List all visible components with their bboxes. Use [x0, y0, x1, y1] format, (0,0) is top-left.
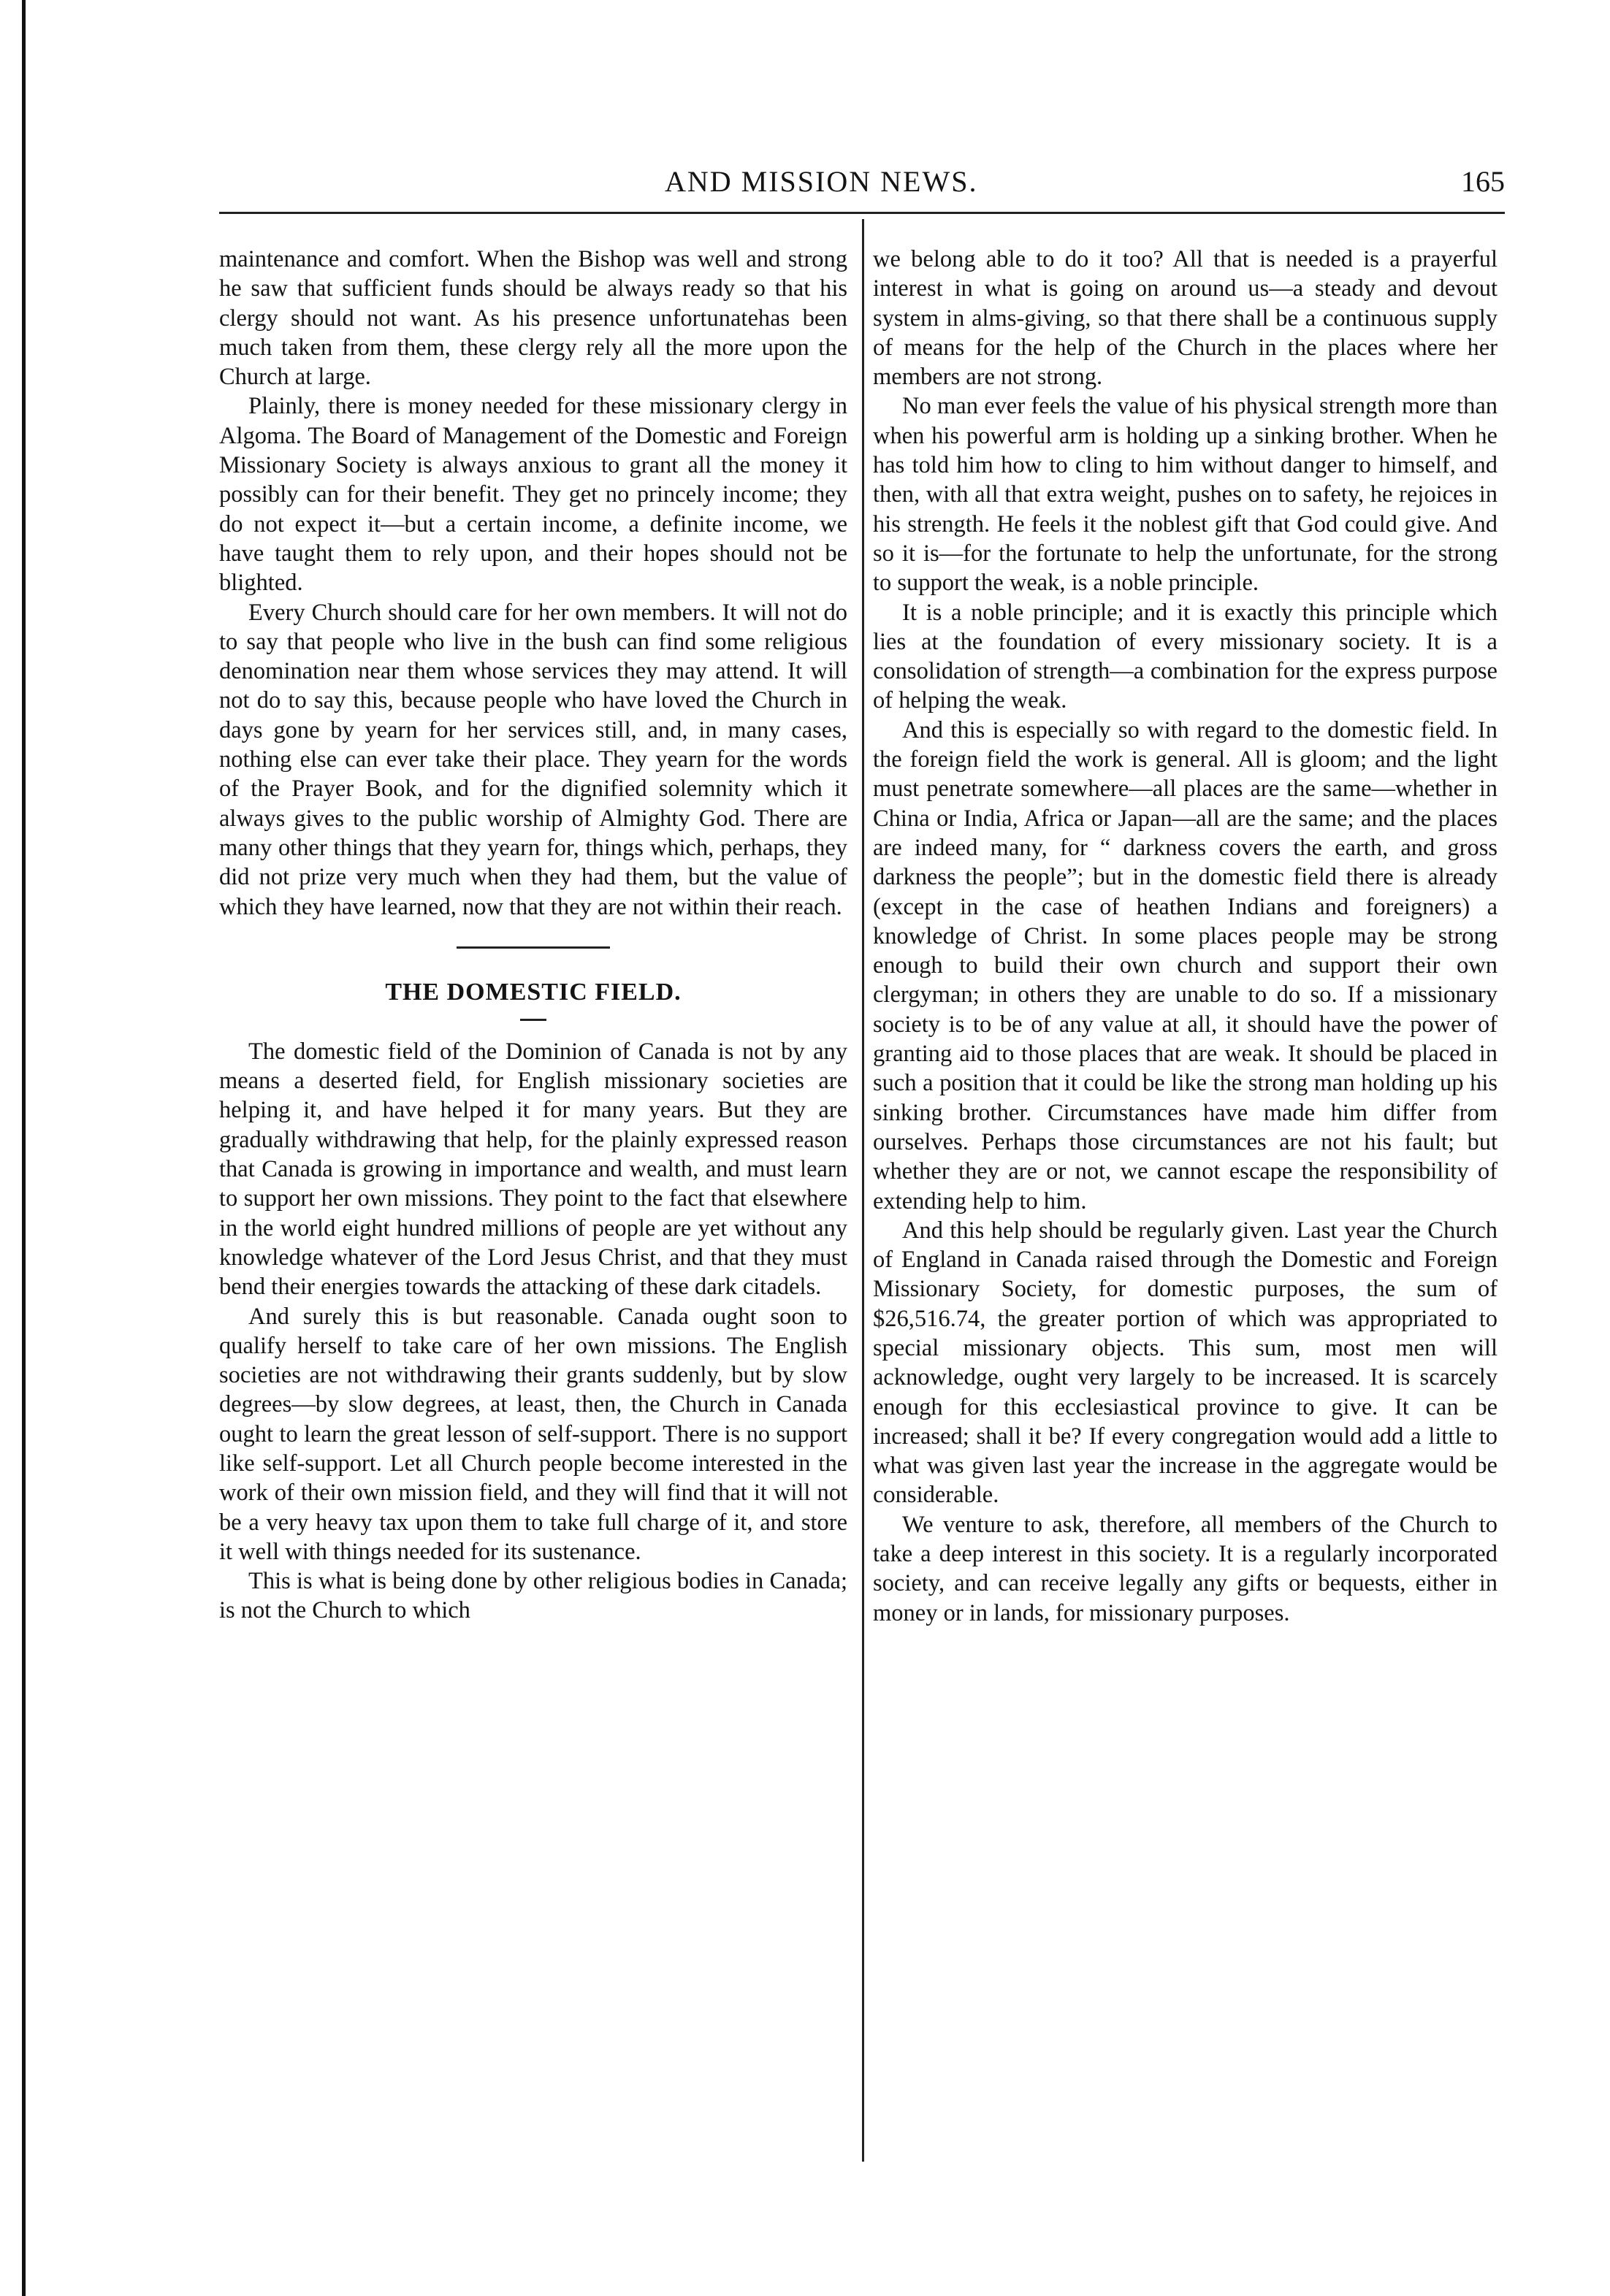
paragraph: The domestic field of the Dominion of Canada is not by any means a deserted field, for English missionary societies are helping it, and have helped it for many years. But they are gradually withdrawing that help, for the plainly expressed reason that Canada is growing in importance and wealth, and must learn to support her own missions. They point to the fact that elsewhere in the world eight hundred millions of people are yet without any knowledge whatever of the Lord Jesus Christ, and that they must bend their energies towards the attacking of these dark citadels. [219, 1038, 847, 1301]
section-title: THE DOMESTIC FIELD. [385, 978, 682, 1006]
column-divider [862, 219, 864, 2162]
left-column [219, 245, 847, 1626]
title-dash [520, 1019, 546, 1021]
paragraph: It is a noble principle; and it is exactly this principle which lies at the foundation of every missionary society. It is a consolidation of strength—a combination for the express purpose of helping the weak. [873, 599, 1498, 714]
paragraph: We venture to ask, therefore, all members of the Church to take a deep interest in this society. It is a regularly incorporated society, and can receive legally any gifts or bequests, either in money or in lands, for missionary purposes. [873, 1511, 1498, 1626]
paragraph: And this help should be regularly given. Last year the Church of England in Canada raised through the Domestic and Foreign Missionary Society, for domestic purposes, the sum of $26,516.74, the greater portion of which was appropriated to special missionary objects. This sum, most men will acknowledge, ought very largely to be increased. It is scarcely enough for this ecclesiastical province to give. It can be increased; shall it be? If every congregation would add a little to what was given last year the increase in the aggregate would be considerable. [873, 1217, 1498, 1509]
page-edge-rule [22, 0, 26, 2296]
page-header [219, 164, 1505, 208]
paragraph: we belong able to do it too? All that is needed is a prayerful interest in what is going on around us—a steady and devout system in alms-giving, so that there shall be a continuous supply of means for the help of the Church in the places where her members are not strong. [873, 246, 1498, 391]
running-title: AND MISSION NEWS. [665, 165, 978, 198]
paragraph: And surely this is but reasonable. Canada ought soon to qualify herself to take care of her own missions. The English societies are not withdrawing their grants suddenly, but by slow degrees—by slow degrees, at least, then, the Church in Canada ought to learn the great lesson of self-support. There is no support like self-support. Let all Church people become interested in the work of their own mission field, and they will find that it will not be a very heavy tax upon them to take full charge of it, and store it well with things needed for its sustenance. [219, 1303, 847, 1565]
page-number: 165 [1461, 165, 1505, 198]
header-rule [219, 212, 1505, 214]
paragraph: This is what is being done by other religious bodies in Canada; is not the Church to which [219, 1568, 847, 1624]
paragraph: And this is especially so with regard to the domestic field. In the foreign field the work is general. All is gloom; and the light must penetrate somewhere—all places are the same—whether in China or India, Africa or Japan—all are the same; and the places are indeed many, for “ darkness covers the earth, and gross darkness the people”; but in the domestic field there is already (except in the case of heathen Indians and foreigners) a knowledge of Christ. In some places people may be strong enough to build their own church and support their own clergyman; in others they are unable to do so. If a missionary society is to be of any value at all, it should have the power of granting aid to those places that are weak. It should be placed in such a position that it could be like the strong man holding up his sinking brother. Circumstances have made him differ from ourselves. Perhaps those circumstances are not his fault; but whether they are or not, we cannot escape the responsibility of extending help to him. [873, 716, 1498, 1214]
right-column [873, 245, 1498, 1628]
paragraph: No man ever feels the value of his physical strength more than when his powerful arm is holding up a sinking brother. When he has told him how to cling to him without danger to himself, and then, with all that extra weight, pushes on to safety, he rejoices in his strength. He feels it the noblest gift that God could give. And so it is—for the fortunate to help the unfortunate, for the strong to support the weak, is a noble principle. [873, 393, 1498, 597]
paragraph: Plainly, there is money needed for these missionary clergy in Algoma. The Board of Management of the Domestic and Foreign Missionary Society is always anxious to grant all the money it possibly can for their benefit. They get no princely income; they do not expect it—but a certain income, a definite income, we have taught them to rely upon, and their hopes should not be blighted. [219, 393, 847, 597]
paragraph: maintenance and comfort. When the Bishop was well and strong he saw that sufficient funds should be always ready so that his clergy should not want. As his presence unfortunatehas been much taken from them, these clergy rely all the more upon the Church at large. [219, 246, 847, 391]
paragraph: Every Church should care for her own members. It will not do to say that people who live in the bush can find some religious denomination near them whose services they may attend. It will not do to say this, because people who have loved the Church in days gone by yearn for her services still, and, in many cases, nothing else can ever take their place. They yearn for the words of the Prayer Book, and for the dignified solemnity which it always gives to the public worship of Almighty God. There are many other things that they yearn for, things which, perhaps, they did not prize very much when they had them, but the value of which they have learned, now that they are not within their reach. [219, 599, 847, 920]
section-separator [457, 946, 610, 949]
